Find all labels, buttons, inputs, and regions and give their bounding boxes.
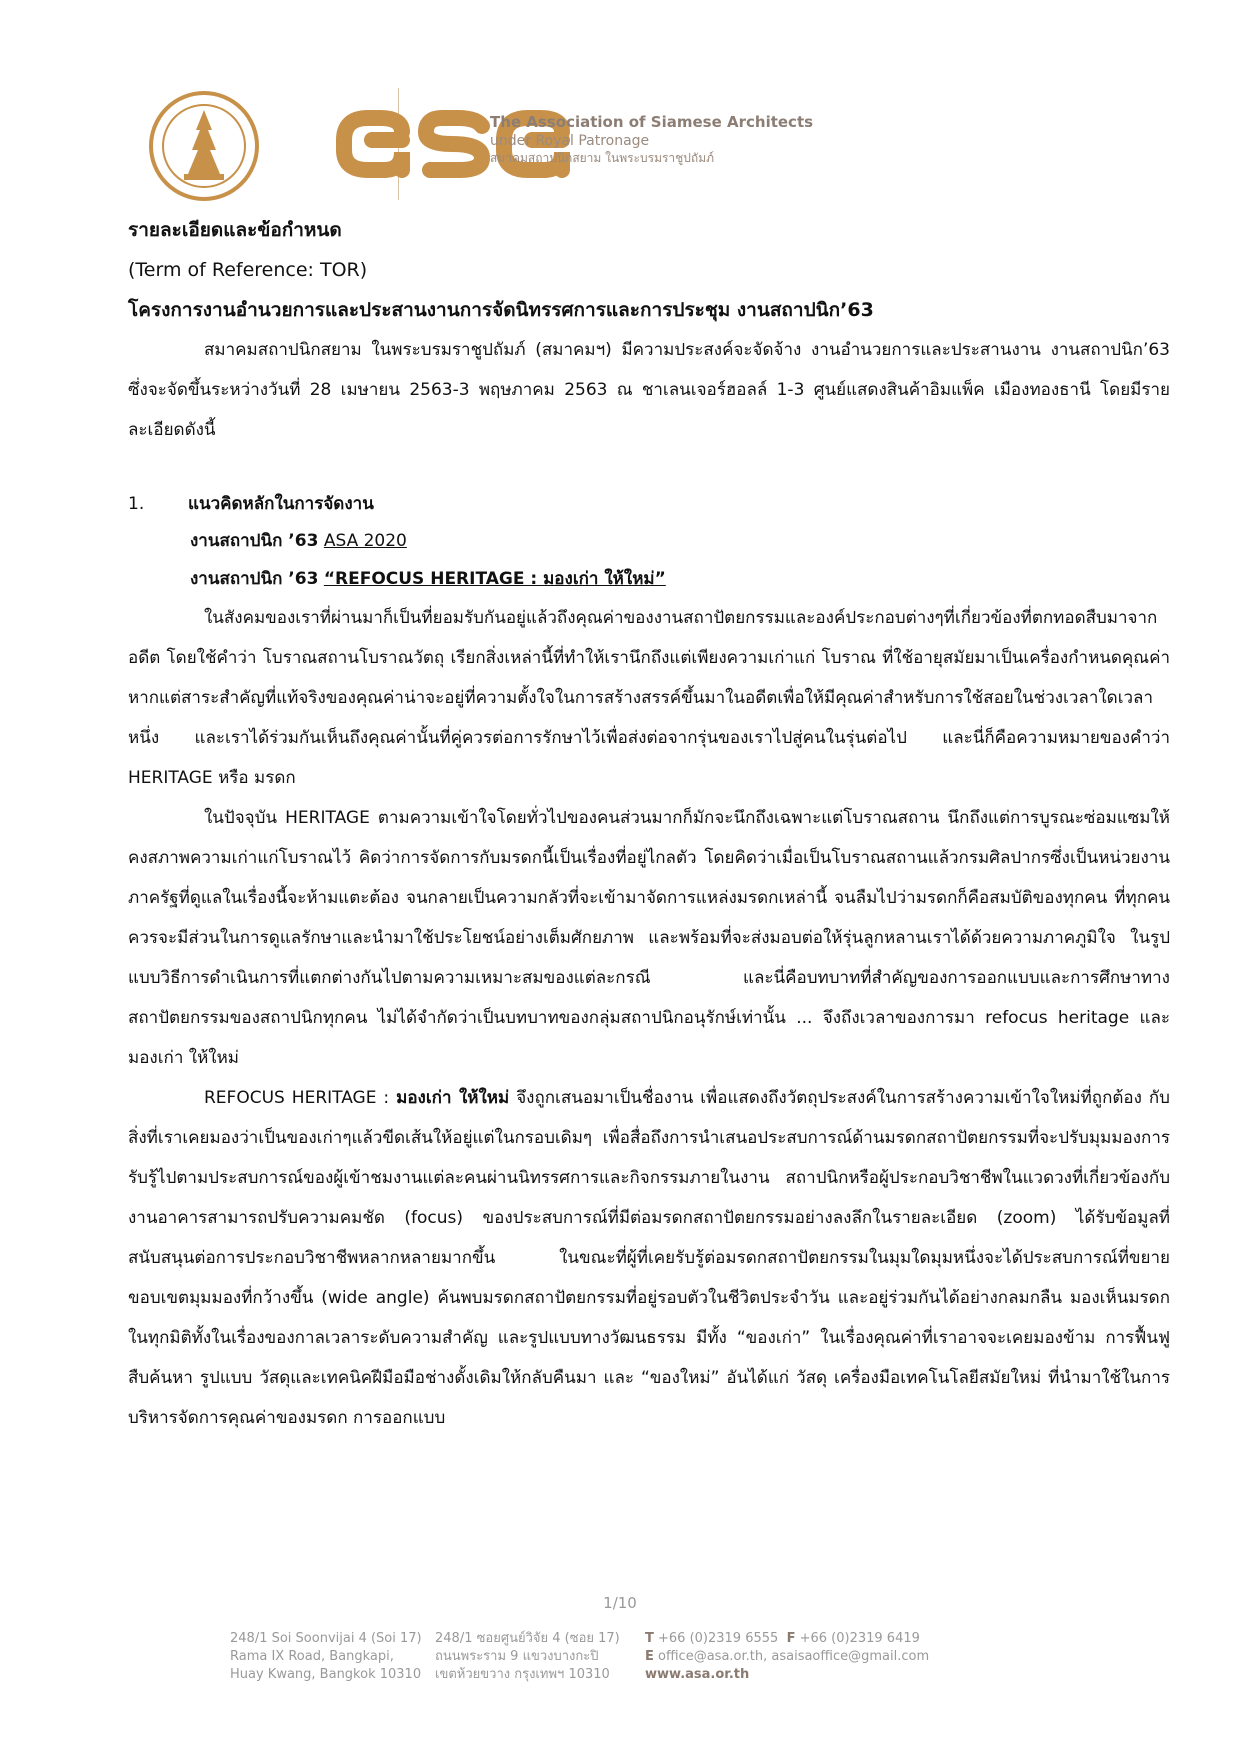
page-number: 1/10 xyxy=(603,1594,637,1612)
org-name-en: The Association of Siamese Architects xyxy=(490,113,814,131)
paragraph-3 xyxy=(128,1078,1170,1438)
paragraph-1: ในสังคมของเราที่ผ่านมาก็เป็นที่ยอมรับกันอยู่แล้วถึงคุณค่าของงานสถาปัตยกรรมและองค์ประกอบต่างๆที่เกี่ยวข้องที่ตกทอดสืบมาจากอดีต โดยใช้คำว่า โบราณสถานโบราณวัตถุ เรียกสิ่งเหล่านี้ที่ทำให้เรานึกถึงแต่เพียงความเก่าแก่ โบราณ ที่ใช้อายุสมัยมาเป็นเครื่องกำหนดคุณค่า หากแต่สาระสำคัญที่แท้จริงของคุณค่าน่าจะอยู่ที่ความตั้งใจในการสร้างสรรค์ขึ้นมาในอดีตเพื่อให้มีคุณค่าสำหรับการใช้สอยในช่วงเวลาใดเวลาหนึ่ง และเราได้ร่วมกันเห็นถึงคุณค่านั้นที่คู่ควรต่อการรักษาไว้เพื่อส่งต่อจากรุ่นของเราไปสู่คนในรุ่นต่อไป และนี่ก็คือความหมายของคำว่า HERITAGE หรือ มรดก xyxy=(128,608,1170,788)
footer-line: Rama IX Road, Bangkapi, xyxy=(230,1649,394,1664)
footer-line: 248/1 ซอยศูนย์วิจัย 4 (ซอย 17) xyxy=(435,1631,620,1646)
project-title: โครงการงานอำนวยการและประสานงานการจัดนิทรรศการและการประชุม งานสถาปนิก’63 xyxy=(128,299,874,321)
org-name-th: สมาคมสถาปนิกสยาม ในพระบรมราชูปถัมภ์ xyxy=(490,151,715,165)
footer-line: Huay Kwang, Bangkok 10310 xyxy=(230,1667,422,1682)
section-1-heading xyxy=(128,486,1170,522)
sub-item-2 xyxy=(190,560,1170,598)
letterhead xyxy=(140,80,1140,200)
paragraph-2: ในปัจจุบัน HERITAGE ตามความเข้าใจโดยทั่วไปของคนส่วนมากก็มักจะนึกถึงเฉพาะแต่โบราณสถาน นึกถึงแต่การบูรณะซ่อมแซมให้คงสภาพความเก่าแก่โบราณไว้ คิดว่าการจัดการกับมรดกนี้เป็นเรื่องที่อยู่ไกลตัว โดยคิดว่าเมื่อเป็นโบราณสถานแล้วกรมศิลปากรซึ่งเป็นหน่วยงานภาครัฐที่ดูแลในเรื่องนี้จะห้ามแตะต้อง จนกลายเป็นความกลัวที่จะเข้ามาจัดการแหล่งมรดกเหล่านี้ จนลืมไปว่ามรดกก็คือสมบัติของทุกคน ที่ทุกคนควรจะมีส่วนในการดูแลรักษาและนำมาใช้ประโยชน์อย่างเต็มศักยภาพ และพร้อมที่จะส่งมอบต่อให้รุ่นลูกหลานเราได้ด้วยความภาคภูมิใจ ในรูปแบบวิธีการดำเนินการที่แตกต่างกันไปตามความเหมาะสมของแต่ละกรณี และนี่คือบทบาทที่สำคัญของการออกแบบและการศึกษาทางสถาปัตยกรรมของสถาปนิกทุกคน ไม่ได้จำกัดว่าเป็นบทบาทของกลุ่มสถาปนิกอนุรักษ์เท่านั้น ... จึงถึงเวลาของการมา refocus heritage และมองเก่า ให้ใหม่ xyxy=(128,808,1170,1068)
org-name xyxy=(490,112,813,166)
sub-item-label: งานสถาปนิก ’63 xyxy=(190,569,319,589)
para3-bold: มองเก่า ให้ใหม่ xyxy=(396,1088,510,1108)
para3-rest: จึงถูกเสนอมาเป็นชื่องาน เพื่อแสดงถึงวัตถุประสงค์ในการสร้างความเข้าใจใหม่ที่ถูกต้อง กับสิ่งที่เราเคยมองว่าเป็นของเก่าๆแล้วขีดเส้นให้อยู่แต่ในกรอบเดิมๆ เพื่อสื่อถึงการนำเสนอประสบการณ์ด้านมรดกสถาปัตยกรรมที่จะปรับมุมมองการรับรู้ไปตามประสบการณ์ของผู้เข้าชมงานแต่ละคนผ่านนิทรรศการและกิจกรรมภายในงาน สถาปนิกหรือผู้ประกอบวิชาชีพในแวดวงที่เกี่ยวข้องกับงานอาคารสามารถปรับความคมชัด (focus) ของประสบการณ์ที่มีต่อมรดกสถาปัตยกรรมอย่างลงลึกในรายละเอียด (zoom) ได้รับข้อมูลที่สนับสนุนต่อการประกอบวิชาชีพหลากหลายมากขึ้น ในขณะที่ผู้ที่เคยรับรู้ต่อมรดกสถาปัตยกรรมในมุมใดมุมหนึ่งจะได้ประสบการณ์ที่ขยายขอบเขตมุมมองที่กว้างขึ้น (wide angle) ค้นพบมรดกสถาปัตยกรรมที่อยู่รอบตัวในชีวิตประจำวัน และอยู่ร่วมกันได้อย่างกลมกลืน มองเห็นมรดกในทุกมิติทั้งในเรื่องของกาลเวลาระดับความสำคัญ และรูปแบบทางวัฒนธรรม มีทั้ง “ของเก่า” ในเรื่องคุณค่าที่เราอาจจะเคยมองข้าม การฟื้นฟูสืบค้นหา รูปแบบ วัสดุและเทคนิคฝีมือมือช่างดั้งเดิมให้กลับคืนมา และ “ของใหม่” อันได้แก่ วัสดุ เครื่องมือเทคโนโลยีสมัยใหม่ ที่นำมาใช้ในการบริหารจัดการคุณค่าของมรดก การออกแบบ xyxy=(128,1088,1170,1428)
footer-line: เขตห้วยขวาง กรุงเทพฯ 10310 xyxy=(435,1667,610,1682)
email-value[interactable]: office@asa.or.th, asaisaoffice@gmail.com xyxy=(658,1649,930,1664)
footer-line: ถนนพระราม 9 แขวงบางกะปิ xyxy=(435,1649,599,1664)
fax-label: F xyxy=(786,1631,796,1646)
document-body xyxy=(128,210,1170,1438)
footer-line: 248/1 Soi Soonvijai 4 (Soi 17) xyxy=(230,1631,422,1646)
sub-item-label: งานสถาปนิก ’63 xyxy=(190,531,319,551)
footer-email[interactable] xyxy=(645,1648,929,1666)
sub-item-value: ASA 2020 xyxy=(323,531,407,551)
para3-lead: REFOCUS HERITAGE : xyxy=(204,1088,397,1108)
section-title: แนวคิดหลักในการจัดงาน xyxy=(188,494,374,514)
section-number: 1. xyxy=(128,494,145,514)
tel-value: +66 (0)2319 6555 xyxy=(658,1631,779,1646)
sub-item-1 xyxy=(190,522,1170,560)
footer-address-th xyxy=(435,1630,620,1684)
asa-seal-icon xyxy=(148,90,260,202)
doc-title: รายละเอียดและข้อกำหนด xyxy=(128,219,342,241)
doc-tor: (Term of Reference: TOR) xyxy=(128,259,368,281)
sub-item-value: “REFOCUS HERITAGE : มองเก่า ให้ใหม่” xyxy=(323,569,666,589)
tel-label: T xyxy=(645,1631,654,1646)
intro-paragraph: สมาคมสถาปนิกสยาม ในพระบรมราชูปถัมภ์ (สมาคมฯ) มีความประสงค์จะจัดจ้าง งานอำนวยการและประสานงาน งานสถาปนิก’63 ซึ่งจะจัดขึ้นระหว่างวันที่ 28 เมษายน 2563-3 พฤษภาคม 2563 ณ ชาเลนเจอร์ฮอลล์ 1-3 ศูนย์แสดงสินค้าอิมแพ็ค เมืองทองธานี โดยมีรายละเอียดดังนี้ xyxy=(128,340,1170,440)
org-patronage-en: under Royal Patronage xyxy=(490,133,650,149)
fax-value: +66 (0)2319 6419 xyxy=(799,1631,920,1646)
footer-address-en xyxy=(230,1630,422,1684)
footer-phone xyxy=(645,1630,929,1648)
email-label: E xyxy=(645,1649,654,1664)
footer-contact xyxy=(645,1630,929,1684)
footer xyxy=(230,1630,1090,1710)
footer-website-link[interactable]: www.asa.or.th xyxy=(645,1667,750,1682)
